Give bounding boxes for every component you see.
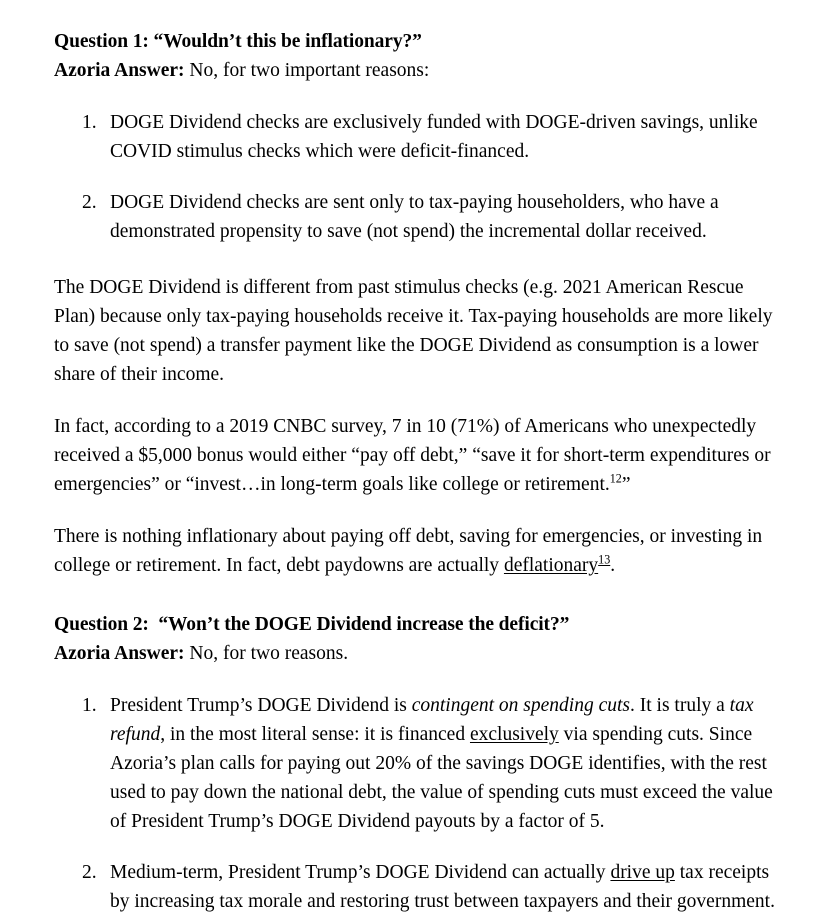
list-marker: 1. [82, 112, 97, 133]
footnote-marker-12[interactable]: 12 [609, 471, 622, 486]
exclusively-link[interactable]: exclusively [469, 724, 559, 745]
list-item [54, 691, 776, 836]
list-item-text-4: via spending cuts. Since Azoria’s plan calls for paying out 20% of the savings DOGE identifies, with the rest used to pay down the national debt, the value of spending cuts must exceed the value of President Trump’s DOGE Dividend payouts by a factor of 5. [110, 724, 773, 832]
document-body [54, 27, 776, 916]
answer-lead-label: Azoria Answer: [54, 60, 185, 81]
spacer [54, 499, 776, 522]
list-item-text: DOGE Dividend checks are sent only to tax-paying householders, who have a demonstrated propensity to save (not spend) the incremental dollar received. [110, 192, 719, 242]
spacer [54, 246, 776, 273]
italic-contingent-on-spending-cuts: contingent on spending cuts [411, 695, 630, 716]
list-item-text-1: President Trump’s DOGE Dividend is [110, 695, 412, 716]
list-item [54, 108, 776, 166]
question-2-block [54, 610, 776, 668]
list-item [54, 858, 776, 916]
list-item-text-2: tax receipts by increasing tax morale and restoring trust between taxpayers and their government. [110, 862, 775, 912]
paragraph-text-tail: . [610, 555, 616, 576]
paragraph-text: There is nothing inflationary about paying off debt, saving for emergencies, or investing in college or retirement. In fact, debt paydowns are actually [54, 526, 763, 576]
answer-lead-label: Azoria Answer: [54, 643, 185, 664]
spacer [54, 389, 776, 412]
spacer [54, 668, 776, 691]
paragraph-cnbc-survey [54, 412, 776, 499]
list-item-text-3: , in the most literal sense: it is financed [160, 724, 470, 745]
question-1-answer [54, 56, 776, 85]
question-2-heading: Question 2: “Won’t the DOGE Dividend increase the deficit?” [54, 614, 570, 635]
question-1-reason-list [54, 108, 776, 246]
paragraph-text-tail: ” [621, 474, 631, 495]
deflationary-link[interactable]: deflationary [503, 555, 599, 576]
list-marker: 2. [82, 192, 97, 213]
spacer [54, 166, 776, 188]
italic-tax-refund: tax refund [110, 695, 754, 745]
footnote-marker-13[interactable]: 13 [598, 552, 611, 567]
question-1-heading: Question 1: “Wouldn’t this be inflationary?” [54, 31, 422, 52]
question-2-answer [54, 639, 776, 668]
list-item-text-2: . It is truly a [630, 695, 730, 716]
list-item-text-1: Medium-term, President Trump’s DOGE Dividend can actually [110, 862, 611, 883]
spacer [54, 836, 776, 858]
paragraph-different-from-stimulus: The DOGE Dividend is different from past stimulus checks (e.g. 2021 American Rescue Plan) because only tax-paying households receive it. Tax-paying households are more likely to save (not spend) a transfer payment like the DOGE Dividend as consumption is a lower share of their income. [54, 277, 773, 385]
paragraph-deflationary [54, 522, 776, 580]
answer-text: No, for two reasons. [184, 643, 349, 664]
question-2-reason-list [54, 691, 776, 916]
list-item-text: DOGE Dividend checks are exclusively funded with DOGE-driven savings, unlike COVID stimulus checks which were deficit-financed. [110, 112, 758, 162]
spacer [54, 580, 776, 610]
list-marker: 2. [82, 862, 97, 883]
paragraph-text: In fact, according to a 2019 CNBC survey, 7 in 10 (71%) of Americans who unexpectedly received a $5,000 bonus would either “pay off debt,” “save it for short-term expenditures or emergencies” or “invest…in long-term goals like college or retirement. [54, 416, 771, 495]
list-item [54, 188, 776, 246]
question-1-block [54, 27, 776, 85]
drive-up-link[interactable]: drive up [610, 862, 675, 883]
answer-text: No, for two important reasons: [184, 60, 430, 81]
list-marker: 1. [82, 695, 97, 716]
spacer [54, 85, 776, 108]
